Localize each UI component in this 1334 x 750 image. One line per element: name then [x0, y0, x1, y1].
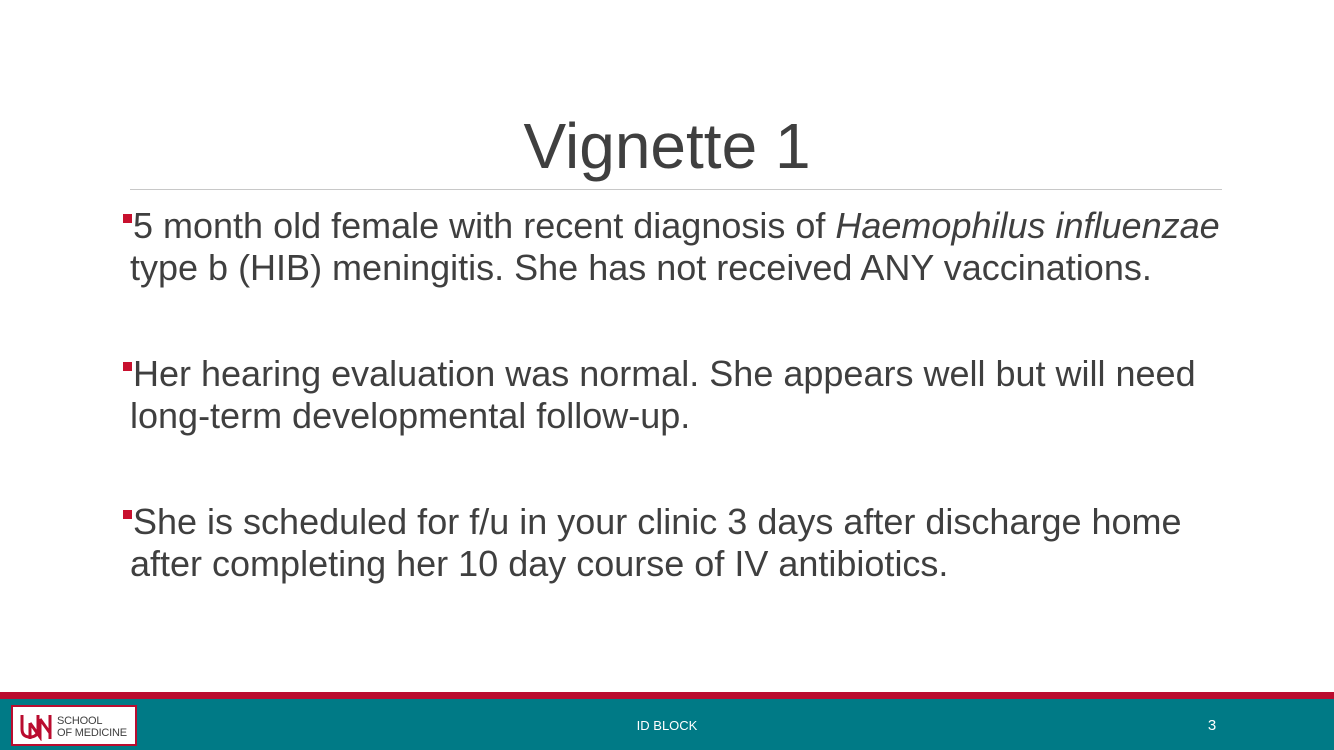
unm-school-of-medicine-logo	[11, 705, 137, 746]
bullet-item-3	[130, 501, 1230, 585]
logo-line-1: SCHOOL	[57, 715, 103, 727]
footer-center-label: ID BLOCK	[636, 718, 698, 733]
bullet-3-text: She is scheduled for f/u in your clinic 3 days after discharge home after completing her 10 day course of IV antibiotics.	[130, 501, 1182, 584]
footer-red-stripe	[0, 692, 1334, 699]
square-bullet-icon	[123, 214, 132, 223]
unm-monogram-icon	[19, 711, 53, 741]
bullet-1-text-a: 5 month old female with recent diagnosis of	[133, 205, 836, 246]
bullet-list	[130, 205, 1230, 585]
page-number: 3	[1207, 717, 1217, 734]
logo-text	[57, 715, 127, 739]
title-divider	[130, 189, 1222, 190]
bullet-1-text-italic: Haemophilus influenzae	[835, 205, 1220, 246]
bullet-2-text: Her hearing evaluation was normal. She appears well but will need long-term developmental follow-up.	[130, 353, 1196, 436]
bullet-item-2	[130, 353, 1230, 437]
square-bullet-icon	[123, 510, 132, 519]
bullet-item-1	[130, 205, 1230, 289]
slide-title: Vignette 1	[523, 110, 811, 182]
square-bullet-icon	[123, 362, 132, 371]
bullet-1-text-b: type b (HIB) meningitis. She has not received ANY vaccinations.	[130, 247, 1152, 288]
logo-line-2: OF MEDICINE	[57, 727, 127, 739]
